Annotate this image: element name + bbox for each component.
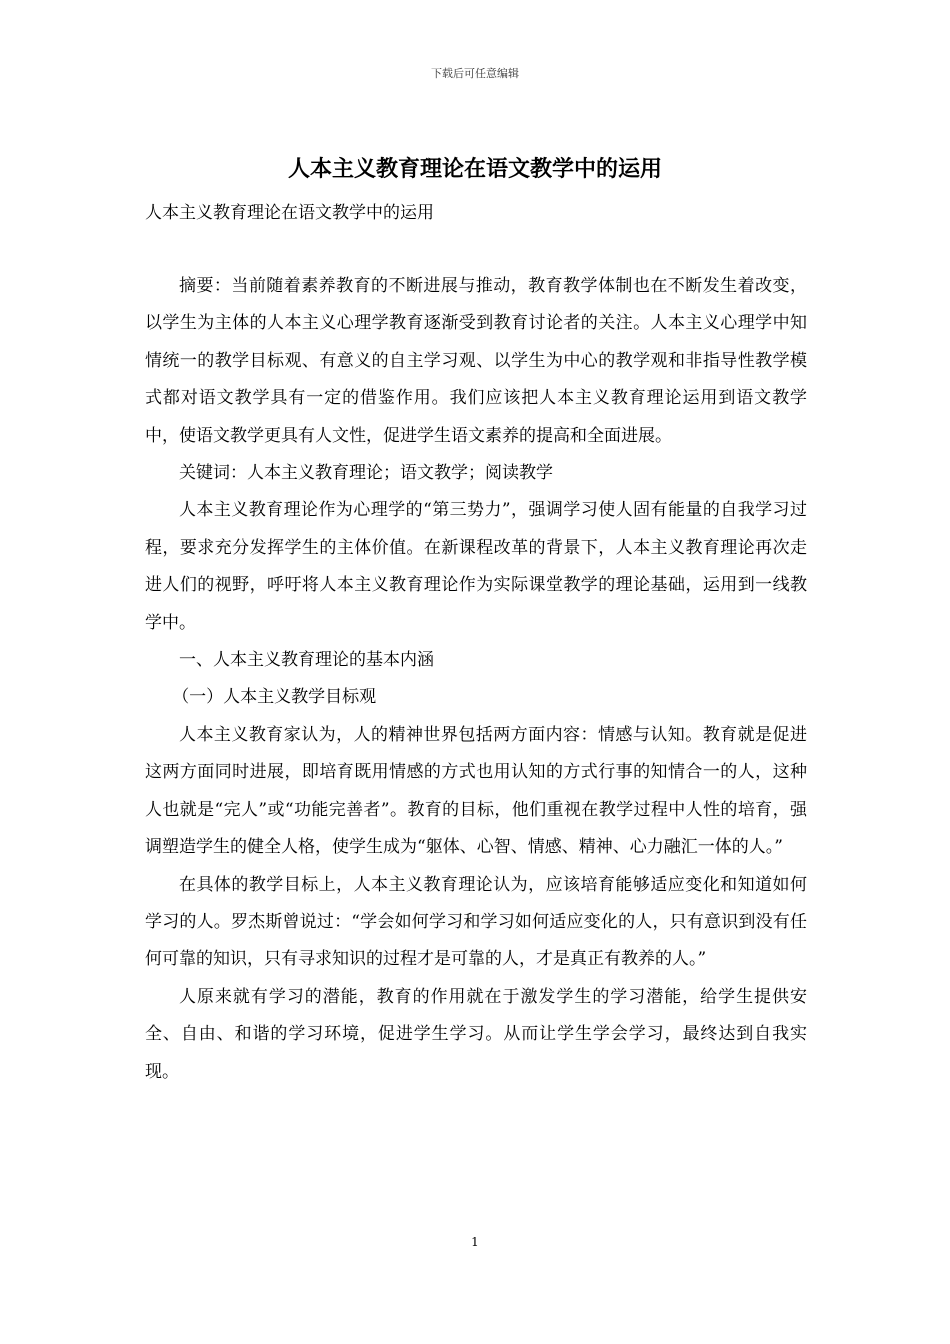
body-paragraph: 在具体的教学目标上，人本主义教育理论认为，应该培育能够适应变化和知道如何学习的人。罗杰斯曾说过：“学会如何学习和学习如何适应变化的人，只有意识到没有任何可靠的知识，只有寻求知识的过程才是可靠的人，才是真正有教养的人。” bbox=[145, 874, 807, 970]
document-subtitle: 人本主义教育理论在语文教学中的运用 bbox=[145, 203, 434, 223]
section-heading: 一、人本主义教育理论的基本内涵 bbox=[179, 650, 434, 671]
intro-paragraph: 人本主义教育理论作为心理学的“第三势力”，强调学习使人固有能量的自我学习过程，要求充分发挥学生的主体价值。在新课程改革的背景下，人本主义教育理论再次走进人们的视野，呼吁将人本主义教育理论作为实际课堂教学的理论基础，运用到一线教学中。 bbox=[145, 500, 807, 633]
subsection-heading: （一）人本主义教学目标观 bbox=[172, 687, 377, 708]
document-title: 人本主义教育理论在语文教学中的运用 bbox=[287, 156, 662, 182]
document-body bbox=[145, 268, 807, 1091]
keywords-paragraph: 关键词：人本主义教育理论；语文教学；阅读教学 bbox=[179, 463, 553, 484]
header-note: 下载后可任意编辑 bbox=[431, 67, 519, 80]
body-paragraph: 人本主义教育家认为，人的精神世界包括两方面内容：情感与认知。教育就是促进这两方面同时进展，即培育既用情感的方式也用认知的方式行事的知情合一的人，这种人也就是“完人”或“功能完善者”。教育的目标，他们重视在教学过程中人性的培育，强调塑造学生的健全人格，使学生成为“躯体、心智、情感、精神、心力融汇一体的人。” bbox=[145, 724, 807, 858]
page-number: 1 bbox=[471, 1235, 479, 1249]
body-paragraph: 人原来就有学习的潜能，教育的作用就在于激发学生的学习潜能，给学生提供安全、自由、和谐的学习环境，促进学生学习。从而让学生学会学习，最终达到自我实现。 bbox=[145, 986, 807, 1082]
abstract-paragraph: 摘要：当前随着素养教育的不断进展与推动，教育教学体制也在不断发生着改变，以学生为主体的人本主义心理学教育逐渐受到教育讨论者的关注。人本主义心理学中知情统一的教学目标观、有意义的自主学习观、以学生为中心的教学观和非指导性教学模式都对语文教学具有一定的借鉴作用。我们应该把人本主义教育理论运用到语文教学中，使语文教学更具有人文性，促进学生语文素养的提高和全面进展。 bbox=[145, 276, 807, 446]
